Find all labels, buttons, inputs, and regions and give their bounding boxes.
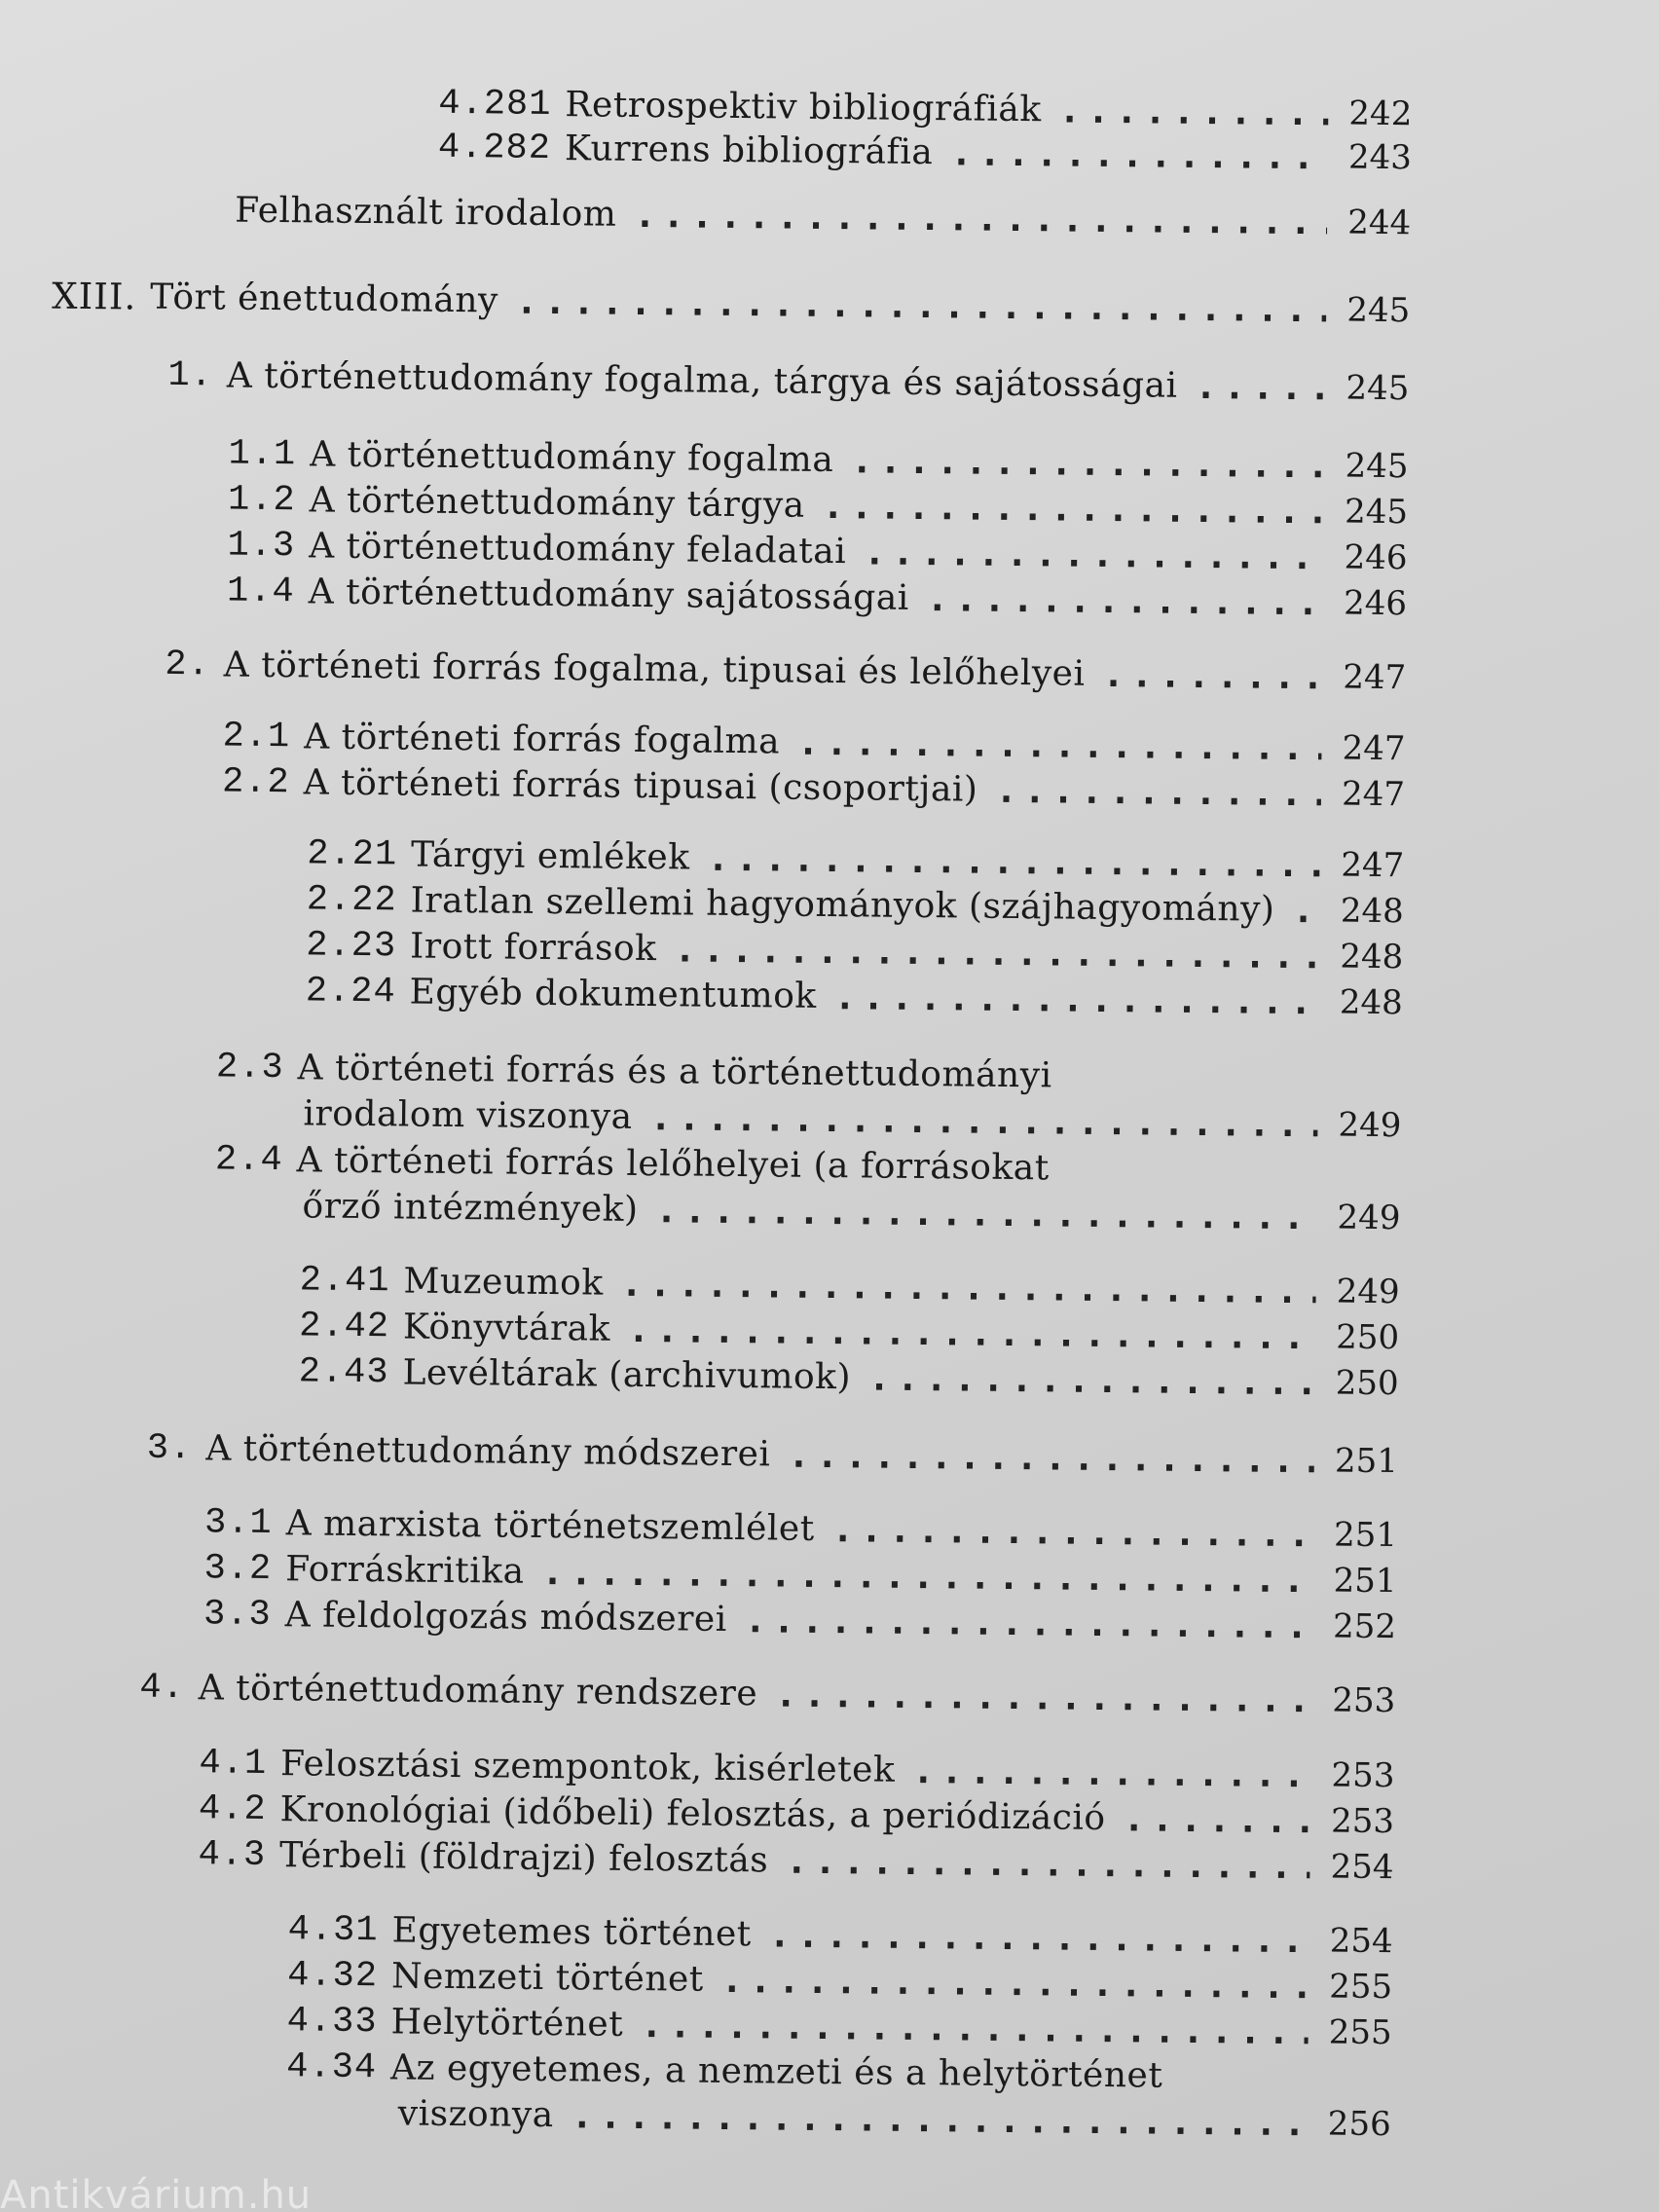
entry-number: 4.2	[198, 1788, 267, 1831]
page-number: 249	[1338, 1105, 1402, 1146]
entry-title: A történettudomány sajátosságai	[308, 571, 910, 618]
chapter-number: XIII.	[52, 275, 137, 318]
page-number: 253	[1330, 1801, 1395, 1842]
page-number: 245	[1346, 368, 1410, 409]
entry-title: Nemzeti történet	[390, 1956, 704, 2000]
entry-title: Kronológiai (időbeli) felosztás, a periódizáció	[279, 1789, 1106, 1839]
entry-title: Kurrens bibliográfia	[564, 129, 934, 173]
dot-leader	[950, 130, 1328, 179]
page-number: 245	[1344, 492, 1409, 533]
entry-number: 2.41	[299, 1260, 390, 1303]
page-number: 247	[1341, 845, 1405, 886]
entry-title: A történettudomány fogalma	[310, 434, 834, 481]
watermark: Antikvárium.hu	[0, 2173, 313, 2212]
entry-title: Az egyetemes, a nemzeti és a helytörténet	[389, 2047, 1163, 2096]
dot-leader	[628, 1308, 1316, 1359]
toc-entry	[147, 1426, 1398, 1484]
page-number: 251	[1333, 1561, 1397, 1602]
page-number: 251	[1334, 1441, 1399, 1482]
chapter-title: Tört énettudomány	[150, 276, 499, 321]
entry-title: Tárgyi emlékek	[410, 834, 690, 878]
entry-number: 3.	[146, 1427, 193, 1470]
dot-leader	[927, 576, 1324, 625]
entry-title: A történettudomány feladatai	[309, 526, 847, 572]
page-number: 250	[1336, 1317, 1400, 1358]
entry-number: 2.23	[306, 925, 397, 968]
page-number: 255	[1328, 2012, 1392, 2053]
entry-title: Felosztási szempontok, kisérletek	[279, 1744, 896, 1790]
entry-title: A történeti forrás fogalma, tipusai és lelőhelyei	[223, 645, 1086, 694]
entry-number: 4.31	[287, 1909, 379, 1952]
entry-title: A történettudomány tárgya	[309, 480, 805, 526]
dot-leader	[1123, 1796, 1310, 1843]
dot-leader	[768, 1912, 1309, 1963]
page-number: 254	[1329, 1921, 1393, 1962]
page-number: 244	[1347, 203, 1412, 243]
entry-number: 4.34	[286, 2046, 378, 2089]
entry-title: A történettudomány rendszere	[198, 1668, 758, 1714]
entry-number: 1.3	[227, 525, 296, 568]
entry-number: 2.1	[222, 716, 291, 758]
dot-leader	[516, 279, 1327, 333]
dot-leader	[868, 1355, 1315, 1405]
entry-number: 3.1	[203, 1502, 273, 1545]
dot-leader	[797, 720, 1322, 771]
page-number: 246	[1343, 583, 1408, 624]
dot-leader	[620, 1262, 1315, 1313]
page-number: 256	[1327, 2104, 1391, 2145]
page-number: 247	[1341, 774, 1406, 815]
entry-number: 2.3	[215, 1047, 284, 1089]
page-number: 246	[1344, 537, 1408, 578]
entry-title: Irott források	[409, 926, 657, 970]
page-number: 247	[1343, 657, 1407, 698]
page-number: 248	[1340, 891, 1404, 932]
entry-number: 4.32	[287, 1955, 379, 1998]
entry-title: A feldolgozás módszerei	[284, 1595, 727, 1640]
dot-leader	[995, 768, 1321, 817]
page-number: 255	[1329, 1967, 1393, 2008]
dot-leader	[571, 2093, 1307, 2146]
entry-title: Forráskritika	[285, 1549, 525, 1592]
entry-title: Térbeli (földrajzi) felosztás	[278, 1835, 769, 1881]
entry-title: Iratlan szellemi hagyományok (szájhagyomány)	[410, 880, 1275, 930]
entry-number: 3.2	[203, 1548, 273, 1591]
page-number: 248	[1340, 937, 1404, 977]
dot-leader	[775, 1672, 1312, 1722]
entry-number: 4.3	[198, 1834, 267, 1877]
entry-title: Helytörténet	[390, 2002, 624, 2045]
entry-title: A történettudomány módszerei	[205, 1428, 771, 1475]
dot-leader	[744, 1598, 1312, 1648]
entry-title: Egyéb dokumentumok	[409, 972, 817, 1016]
dot-leader	[721, 1958, 1309, 2009]
page-number: 250	[1335, 1363, 1399, 1404]
dot-leader	[1058, 88, 1328, 135]
dot-leader	[707, 836, 1320, 888]
dot-leader	[822, 484, 1324, 534]
page-number: 242	[1348, 93, 1413, 134]
entry-title: A történeti forrás tipusai (csoportjai)	[303, 762, 978, 810]
entry-title: Könyvtárak	[402, 1307, 611, 1349]
entry-number: 4.282	[437, 127, 552, 169]
entry-title: őrző intézmények)	[302, 1186, 639, 1230]
dot-leader	[655, 1188, 1316, 1239]
dot-leader	[831, 1507, 1313, 1557]
toc-entry	[438, 126, 1412, 180]
entry-title: A történeti forrás lelőhelyei (a forrásokat	[296, 1140, 1050, 1189]
entry-number: 2.43	[298, 1351, 389, 1394]
dot-leader	[1102, 652, 1322, 699]
toc-entry	[235, 189, 1411, 246]
page-number: 253	[1332, 1680, 1396, 1721]
entry-number: 2.4	[214, 1139, 283, 1182]
page-number: 243	[1347, 137, 1413, 178]
toc-entry	[139, 1666, 1395, 1724]
entry-number: 1.1	[228, 433, 297, 476]
dot-leader	[786, 1839, 1310, 1890]
dot-leader	[634, 193, 1327, 244]
entry-number: 2.42	[299, 1306, 390, 1348]
entry-title: viszonya	[397, 2093, 554, 2136]
page-number: 245	[1346, 290, 1411, 331]
page-number: 245	[1345, 446, 1409, 487]
entry-number: 2.	[165, 644, 210, 686]
dot-leader	[1195, 364, 1325, 410]
entry-number: 1.4	[226, 571, 295, 613]
toc-entry	[167, 353, 1409, 411]
page-number: 247	[1342, 728, 1406, 769]
toc-chapter-entry	[52, 275, 1410, 334]
dot-leader	[674, 927, 1319, 978]
entry-number: 4.1	[199, 1743, 268, 1786]
dot-leader	[912, 1749, 1311, 1797]
entry-title: A történeti forrás fogalma	[303, 717, 781, 762]
page-number: 249	[1336, 1272, 1400, 1312]
entry-number: 2.24	[305, 971, 396, 1014]
dot-leader	[1292, 888, 1320, 933]
page-number: 253	[1331, 1755, 1395, 1796]
page-number: 249	[1337, 1198, 1401, 1238]
dot-leader	[864, 530, 1324, 579]
entry-title: Levéltárak (archivumok)	[402, 1352, 852, 1398]
dot-leader	[833, 975, 1319, 1024]
entry-title: irodalom viszonya	[303, 1093, 633, 1137]
entry-number: 4.	[139, 1667, 185, 1710]
entry-title: Felhasznált irodalom	[235, 190, 617, 235]
page-number: 254	[1330, 1847, 1394, 1888]
page-number: 251	[1333, 1515, 1398, 1556]
entry-number: 2.21	[307, 833, 398, 876]
entry-title: A történeti forrás és a történettudományi	[297, 1048, 1052, 1096]
entry-title: Retrospektiv bibliográfiák	[565, 85, 1042, 130]
entry-title: A marxista történetszemlélet	[285, 1503, 815, 1549]
dot-leader	[641, 2003, 1309, 2054]
entry-number: 3.3	[203, 1594, 272, 1637]
entry-number: 4.281	[438, 83, 552, 126]
dot-leader	[541, 1550, 1312, 1603]
toc-entry-continuation	[398, 2091, 1391, 2147]
entry-number: 4.33	[286, 2001, 378, 2044]
dot-leader	[788, 1433, 1314, 1484]
dot-leader	[851, 438, 1325, 488]
entry-number: 2.2	[221, 761, 290, 804]
page-number: 248	[1339, 982, 1403, 1023]
entry-number: 2.22	[306, 879, 397, 922]
entry-number: 1.	[167, 354, 214, 397]
dot-leader	[649, 1095, 1317, 1147]
entry-title: Muzeumok	[403, 1261, 604, 1304]
page-number: 252	[1332, 1606, 1397, 1647]
entry-title: Egyetemes történet	[391, 1910, 752, 1955]
toc-entry	[165, 643, 1406, 700]
entry-title: A történettudomány fogalma, tárgya és sajátosságai	[226, 355, 1178, 406]
entry-number: 1.2	[227, 479, 296, 522]
